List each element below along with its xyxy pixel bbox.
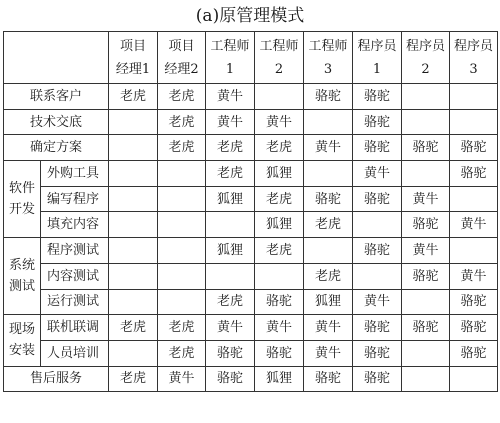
assignment-cell: 骆驼	[450, 289, 498, 315]
table-row	[4, 366, 498, 392]
assignment-cell: 黄牛	[206, 315, 255, 341]
header-corner-cell	[4, 32, 109, 84]
task-name-cell: 填充内容	[41, 212, 109, 238]
assignment-cell	[402, 84, 450, 110]
assignment-cell: 骆驼	[255, 340, 304, 366]
assignment-cell: 狐狸	[255, 366, 304, 392]
assignment-cell: 老虎	[255, 238, 304, 264]
assignment-cell	[158, 263, 206, 289]
table-row	[4, 263, 498, 289]
assignment-cell	[450, 84, 498, 110]
table-row	[4, 109, 498, 135]
assignment-cell: 老虎	[255, 135, 304, 161]
assignment-cell: 骆驼	[304, 366, 353, 392]
assignment-cell	[158, 238, 206, 264]
assignment-cell	[402, 109, 450, 135]
assignment-cell	[109, 340, 158, 366]
task-name-cell: 联系客户	[4, 84, 109, 110]
assignment-cell: 黄牛	[206, 84, 255, 110]
assignment-cell: 骆驼	[304, 186, 353, 212]
assignment-cell: 骆驼	[353, 186, 402, 212]
task-name-cell: 售后服务	[4, 366, 109, 392]
assignment-cell	[109, 161, 158, 187]
assignment-cell	[109, 263, 158, 289]
assignment-cell	[402, 340, 450, 366]
assignment-cell	[402, 366, 450, 392]
header-text: 1	[372, 61, 382, 77]
assignment-cell	[158, 186, 206, 212]
assignment-cell: 黄牛	[450, 263, 498, 289]
group-label-text: 现场	[8, 322, 35, 338]
assignment-cell: 老虎	[109, 84, 158, 110]
assignment-cell	[109, 289, 158, 315]
assignment-cell: 黄牛	[206, 109, 255, 135]
header-text: 3	[469, 61, 478, 77]
header-text: 程序员	[405, 38, 445, 54]
task-name-cell: 程序测试	[41, 238, 109, 264]
group-label-text: 系统	[8, 258, 35, 274]
assignment-cell: 骆驼	[353, 109, 402, 135]
header-cell	[450, 32, 498, 84]
assignment-cell: 黄牛	[450, 212, 498, 238]
assignment-cell	[402, 289, 450, 315]
assignment-cell	[304, 109, 353, 135]
assignment-cell: 老虎	[158, 109, 206, 135]
assignment-cell: 黄牛	[402, 186, 450, 212]
header-text: 经理2	[164, 61, 199, 77]
assignment-cell	[109, 212, 158, 238]
header-text: 工程师	[210, 38, 250, 54]
assignment-cell	[206, 263, 255, 289]
header-text: 项目	[119, 38, 146, 54]
group-label-text: 软件	[8, 181, 35, 197]
assignment-cell: 骆驼	[206, 366, 255, 392]
assignment-cell: 狐狸	[206, 186, 255, 212]
header-text: 工程师	[259, 38, 299, 54]
header-cell	[304, 32, 353, 84]
assignment-cell: 骆驼	[402, 212, 450, 238]
assignment-cell: 骆驼	[353, 84, 402, 110]
header-text: 程序员	[453, 38, 493, 54]
assignment-cell	[109, 238, 158, 264]
assignment-cell: 骆驼	[402, 315, 450, 341]
assignment-cell: 老虎	[255, 186, 304, 212]
assignment-cell	[255, 263, 304, 289]
assignment-cell	[450, 366, 498, 392]
assignment-cell: 狐狸	[206, 238, 255, 264]
assignment-cell: 老虎	[158, 315, 206, 341]
assignment-cell: 狐狸	[304, 289, 353, 315]
header-cell	[109, 32, 158, 84]
assignment-cell: 黄牛	[304, 315, 353, 341]
assignment-cell: 骆驼	[353, 238, 402, 264]
assignment-cell: 黄牛	[402, 238, 450, 264]
header-text: 程序员	[357, 38, 397, 54]
table-row	[4, 186, 498, 212]
table-row	[4, 212, 498, 238]
task-name-cell: 运行测试	[41, 289, 109, 315]
assignment-cell: 骆驼	[450, 135, 498, 161]
assignment-cell: 骆驼	[353, 315, 402, 341]
assignment-cell	[353, 212, 402, 238]
assignment-cell: 骆驼	[206, 340, 255, 366]
assignment-cell: 骆驼	[353, 340, 402, 366]
assignment-cell	[402, 161, 450, 187]
assignment-cell	[158, 161, 206, 187]
header-text: 2	[421, 61, 430, 77]
assignment-cell	[255, 84, 304, 110]
assignment-cell: 骆驼	[402, 263, 450, 289]
assignment-cell	[304, 161, 353, 187]
assignment-cell	[206, 212, 255, 238]
assignment-cell: 老虎	[206, 135, 255, 161]
assignment-cell: 黄牛	[353, 289, 402, 315]
header-cell	[353, 32, 402, 84]
assignment-cell: 老虎	[158, 84, 206, 110]
header-cell	[158, 32, 206, 84]
assignment-cell: 骆驼	[304, 84, 353, 110]
header-cell	[402, 32, 450, 84]
assignment-cell: 黄牛	[158, 366, 206, 392]
assignment-cell	[158, 212, 206, 238]
task-name-cell: 技术交底	[4, 109, 109, 135]
table-row	[4, 161, 498, 187]
header-cell	[206, 32, 255, 84]
table-row	[4, 315, 498, 341]
header-text: 1	[225, 61, 235, 77]
assignment-cell	[109, 186, 158, 212]
table-row	[4, 289, 498, 315]
assignment-cell: 黄牛	[304, 135, 353, 161]
task-name-cell: 人员培训	[41, 340, 109, 366]
table-row	[4, 135, 498, 161]
assignment-cell	[109, 109, 158, 135]
assignment-cell: 黄牛	[304, 340, 353, 366]
assignment-cell: 老虎	[109, 315, 158, 341]
task-name-cell: 确定方案	[4, 135, 109, 161]
management-mode-table	[3, 31, 498, 392]
table-title: (a)原管理模式	[195, 6, 305, 26]
assignment-cell: 老虎	[206, 289, 255, 315]
task-name-cell: 内容测试	[41, 263, 109, 289]
assignment-cell: 骆驼	[353, 366, 402, 392]
header-text: 2	[274, 61, 284, 77]
header-cell	[255, 32, 304, 84]
header-text: 工程师	[308, 38, 348, 54]
assignment-cell	[450, 186, 498, 212]
assignment-cell: 老虎	[206, 161, 255, 187]
assignment-cell: 骆驼	[450, 161, 498, 187]
assignment-cell: 老虎	[158, 135, 206, 161]
assignment-cell: 骆驼	[450, 315, 498, 341]
assignment-cell: 老虎	[304, 212, 353, 238]
assignment-cell: 老虎	[158, 340, 206, 366]
table-row	[4, 340, 498, 366]
assignment-cell: 骆驼	[255, 289, 304, 315]
group-label-text: 开发	[8, 202, 35, 218]
assignment-cell: 黄牛	[255, 315, 304, 341]
assignment-cell: 狐狸	[255, 212, 304, 238]
assignment-cell: 骆驼	[402, 135, 450, 161]
group-label-cell	[4, 161, 41, 238]
assignment-cell	[353, 263, 402, 289]
task-name-cell: 编写程序	[41, 186, 109, 212]
group-label-text: 测试	[8, 279, 35, 295]
header-text: 项目	[168, 38, 195, 54]
assignment-cell	[158, 289, 206, 315]
assignment-cell	[450, 238, 498, 264]
group-label-cell	[4, 315, 41, 366]
table-row	[4, 84, 498, 110]
assignment-cell: 骆驼	[450, 340, 498, 366]
task-name-cell: 外购工具	[41, 161, 109, 187]
assignment-cell: 黄牛	[255, 109, 304, 135]
assignment-cell: 黄牛	[353, 161, 402, 187]
group-label-cell	[4, 238, 41, 315]
assignment-cell	[304, 238, 353, 264]
group-label-text: 安装	[8, 343, 35, 359]
assignment-cell	[109, 135, 158, 161]
table-row	[4, 238, 498, 264]
assignment-cell: 狐狸	[255, 161, 304, 187]
assignment-cell: 老虎	[109, 366, 158, 392]
assignment-cell: 骆驼	[353, 135, 402, 161]
header-text: 3	[323, 61, 333, 77]
assignment-cell: 老虎	[304, 263, 353, 289]
task-name-cell: 联机联调	[41, 315, 109, 341]
header-row	[4, 32, 498, 84]
assignment-cell	[450, 109, 498, 135]
header-text: 经理1	[115, 61, 151, 77]
